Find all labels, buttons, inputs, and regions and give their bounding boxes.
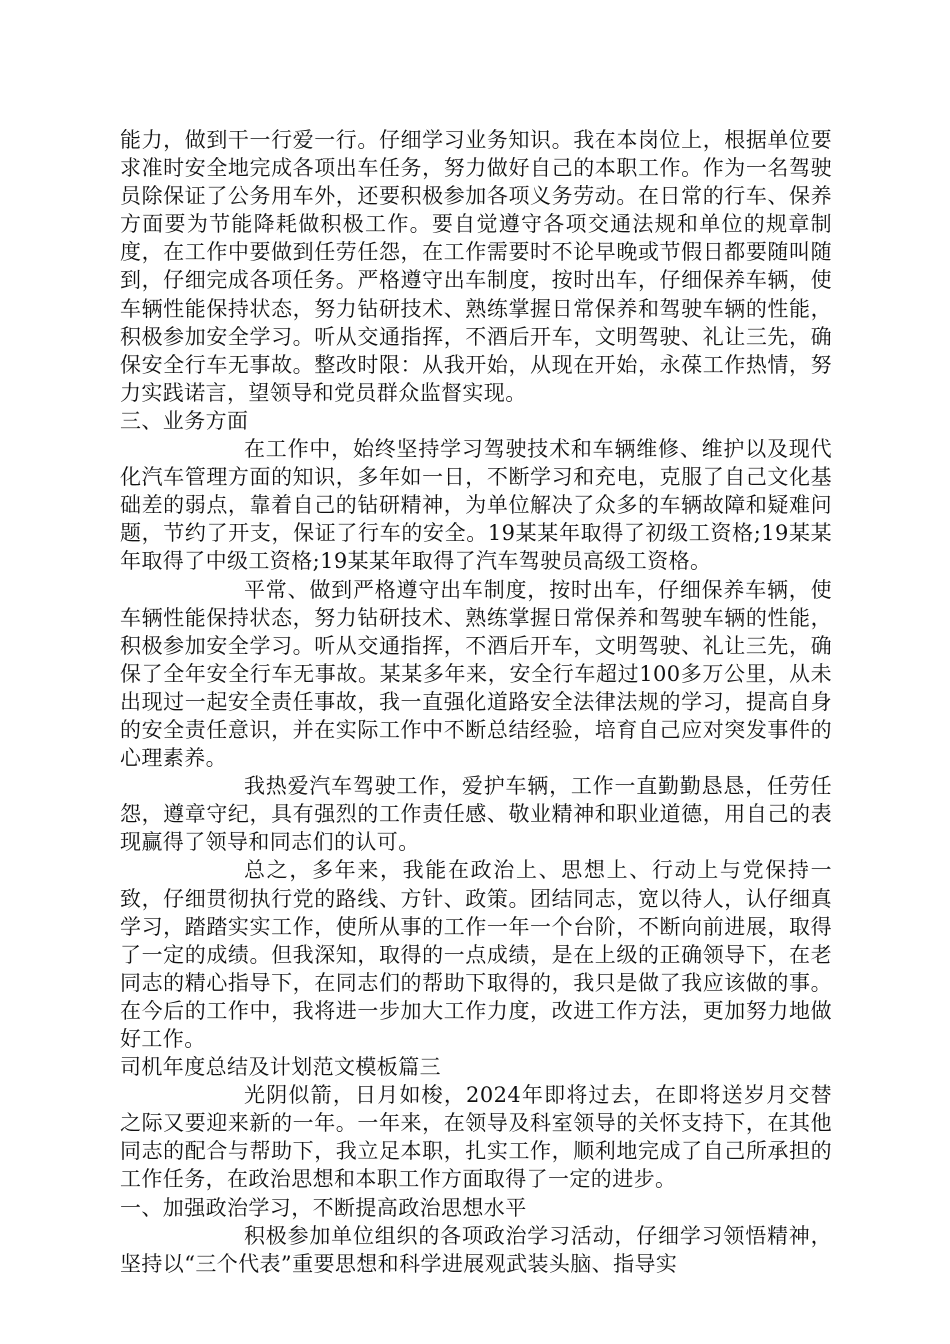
paragraph-summary: 总之，多年来，我能在政治上、思想上、行动上与党保持一致，仔细贯彻执行党的路线、方针、政策。团结同志，宽以待人，认仔细真学习，踏踏实实工作，使所从事的工作一年一个台阶，不断向前进展，取得了一定的成绩。但我深知，取得的一点成绩，是在上级的正确领导下，在老同志的精心指导下，在同志们的帮助下取得的，我只是做了我应该做的事。在今后的工作中，我将进一步加大工作力度，改进工作方法，更加努力地做好工作。 [120,858,832,1051]
section-heading-business: 三、业务方面 [120,408,249,433]
section-heading-political-study: 一、加强政治学习，不断提高政治思想水平 [120,1195,527,1220]
section-heading-part-three: 司机年度总结及计划范文模板篇三 [120,1055,441,1080]
document-page [120,126,832,1278]
paragraph-safe-driving: 平常、做到严格遵守出车制度，按时出车，仔细保养车辆，使车辆性能保持状态，努力钻研技术、熟练掌握日常保养和驾驶车辆的性能，积极参加安全学习。听从交通指挥，不酒后开车，文明驾驶、礼让三先，确保了全年安全行车无事故。某某多年来，安全行车超过100多万公里，从未出现过一起安全责任事故，我一直强化道路安全法律法规的学习，提高自身的安全责任意识，并在实际工作中不断总结经验，培育自己应对突发事件的心理素养。 [120,577,832,771]
paragraph-year-intro: 光阴似箭，日月如梭，2024年即将过去，在即将送岁月交替之际又要迎来新的一年。一年来，在领导及科室领导的关怀支持下，在其他同志的配合与帮助下，我立足本职，扎实工作，顺利地完成了自己所承担的工作任务，在政治思想和本职工作方面取得了一定的进步。 [120,1083,832,1192]
paragraph-study-skills: 在工作中，始终坚持学习驾驶技术和车辆维修、维护以及现代化汽车管理方面的知识，多年如一日，不断学习和充电，克服了自己文化基础差的弱点，靠着自己的钻研精神，为单位解决了众多的车辆故障和疑难问题，节约了开支，保证了行车的安全。19某某年取得了初级工资格;19某某年取得了中级工资格;19某某年取得了汽车驾驶员高级工资格。 [120,437,832,574]
paragraph-love-work: 我热爱汽车驾驶工作，爱护车辆，工作一直勤勤恳恳，任劳任怨，遵章守纪，具有强烈的工作责任感、敬业精神和职业道德，用自己的表现赢得了领导和同志们的认可。 [120,774,832,855]
paragraph-political-activities: 积极参加单位组织的各项政治学习活动，仔细学习领悟精神，坚持以“三个代表”重要思想和科学进展观武装头脑、指导实 [120,1223,832,1276]
paragraph-continued: 能力，做到干一行爱一行。仔细学习业务知识。我在本岗位上，根据单位要求准时安全地完成各项出车任务，努力做好自己的本职工作。作为一名驾驶员除保证了公务用车外，还要积极参加各项义务劳动。在日常的行车、保养方面要为节能降耗做积极工作。要自觉遵守各项交通法规和单位的规章制度，在工作中要做到任劳任怨，在工作需要时不论早晚或节假日都要随叫随到，仔细完成各项任务。严格遵守出车制度，按时出车，仔细保养车辆，使车辆性能保持状态，努力钻研技术、熟练掌握日常保养和驾驶车辆的性能，积极参加安全学习。听从交通指挥，不酒后开车，文明驾驶、礼让三先，确保安全行车无事故。整改时限：从我开始，从现在开始，永葆工作热情，努力实践诺言，望领导和党员群众监督实现。 [120,128,832,405]
